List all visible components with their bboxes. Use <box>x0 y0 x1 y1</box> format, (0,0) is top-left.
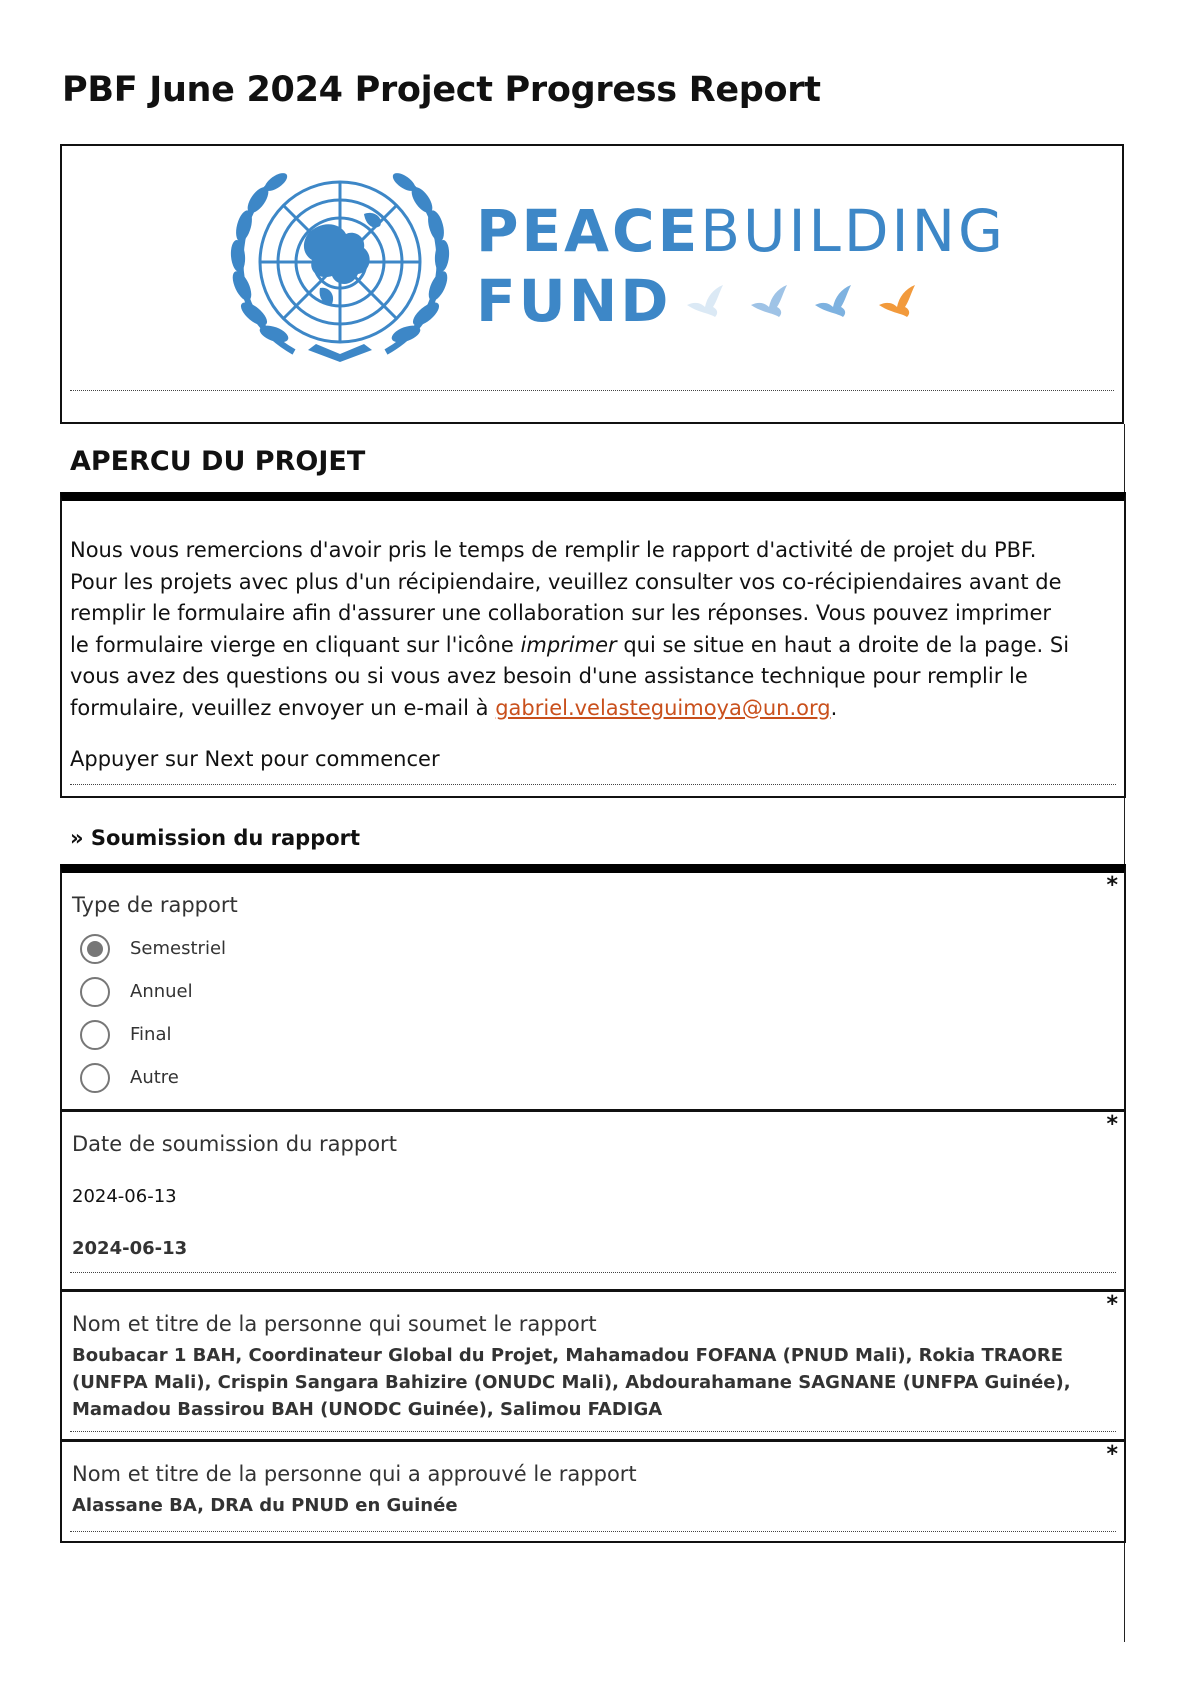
field-label: Type de rapport <box>72 893 238 917</box>
radio-button[interactable] <box>80 1020 110 1050</box>
required-marker: * <box>1106 1442 1118 1467</box>
dotted-divider <box>70 1431 1116 1432</box>
dotted-divider <box>70 784 1116 785</box>
date-confirmed-value: 2024-06-13 <box>72 1238 188 1259</box>
un-emblem-icon <box>224 164 456 368</box>
field-label: Date de soumission du rapport <box>72 1132 397 1156</box>
wordmark-peace: PEACE <box>476 197 701 265</box>
radio-option-autre[interactable] <box>72 1056 1114 1099</box>
intro-paragraph <box>70 535 1070 724</box>
submitter-value: Boubacar 1 BAH, Coordinateur Global du Projet, Mahamadou FOFANA (PNUD Mali), Rokia TRAORE (UNFPA Mali), Crispin Sangara Bahizire (ONUDC Mali), Abdourahamane SAGNANE (UNFPA Guinée), Mamadou Bassirou BAH (UNODC Guinée), Salimou FADIGA <box>72 1345 1071 1420</box>
support-email-link[interactable]: gabriel.velasteguimoya@un.org <box>495 695 831 720</box>
radio-option-final[interactable] <box>72 1013 1114 1056</box>
field-label: Nom et titre de la personne qui soumet le rapport <box>72 1312 597 1336</box>
required-marker: * <box>1106 1112 1118 1137</box>
intro-text-part1: Nous vous remercions d'avoir pris le temps de remplir le rapport d'activité de projet du PBF. Pour les projets avec plus d'un récipiendaire, veuillez consulter vos co-récipiendaires avant de remplir le formulaire afin d'assurer une collaboration sur les réponses. Vous pouvez imprimer le formulaire vierge en cliquant sur l'icône <box>70 538 1062 657</box>
report-type-radio-group <box>72 927 1114 1099</box>
field-submission-date <box>62 1109 1124 1289</box>
overview-panel <box>60 492 1126 798</box>
date-input-value[interactable]: 2024-06-13 <box>72 1186 177 1207</box>
radio-option-annuel[interactable] <box>72 970 1114 1013</box>
approver-value: Alassane BA, DRA du PNUD en Guinée <box>72 1495 458 1516</box>
dotted-divider <box>70 1531 1116 1532</box>
dove-icon <box>813 283 853 319</box>
logo-panel <box>60 144 1124 424</box>
submission-form <box>60 864 1126 1543</box>
radio-button[interactable] <box>80 1063 110 1093</box>
dove-icon <box>685 283 725 319</box>
intro-text-end: . <box>830 695 838 720</box>
field-submitter <box>62 1289 1124 1439</box>
required-marker: * <box>1106 873 1118 898</box>
peacebuilding-fund-wordmark <box>476 196 1006 336</box>
radio-label: Autre <box>130 1067 179 1088</box>
dotted-divider <box>70 1272 1116 1273</box>
section-heading-submission: » Soumission du rapport <box>70 826 361 850</box>
radio-button-selected[interactable] <box>80 934 110 964</box>
radio-button[interactable] <box>80 977 110 1007</box>
dove-icon <box>877 283 917 319</box>
radio-label: Semestriel <box>130 938 227 959</box>
doves-group <box>685 283 917 319</box>
radio-option-semestriel[interactable] <box>72 927 1114 970</box>
wordmark-fund: FUND <box>476 267 672 335</box>
field-label: Nom et titre de la personne qui a approuvé le rapport <box>72 1462 637 1486</box>
intro-text-part2: qui se situe en haut a droite de la page. Si vous avez des questions ou si vous avez besoin d'une assistance technique pour remplir le formulaire, veuillez envoyer un e-mail à <box>70 632 1070 720</box>
intro-emphasis: imprimer <box>520 632 617 657</box>
next-instruction: Appuyer sur Next pour commencer <box>70 747 440 771</box>
field-report-type <box>62 873 1124 1109</box>
radio-label: Final <box>130 1024 172 1045</box>
page-title: PBF June 2024 Project Progress Report <box>62 70 821 110</box>
section-heading-overview: APERCU DU PROJET <box>70 446 366 477</box>
required-marker: * <box>1106 1292 1118 1317</box>
dove-icon <box>749 283 789 319</box>
radio-label: Annuel <box>130 981 193 1002</box>
wordmark-building: BUILDING <box>700 197 1006 265</box>
dotted-divider <box>70 390 1114 391</box>
field-approver <box>62 1439 1124 1541</box>
